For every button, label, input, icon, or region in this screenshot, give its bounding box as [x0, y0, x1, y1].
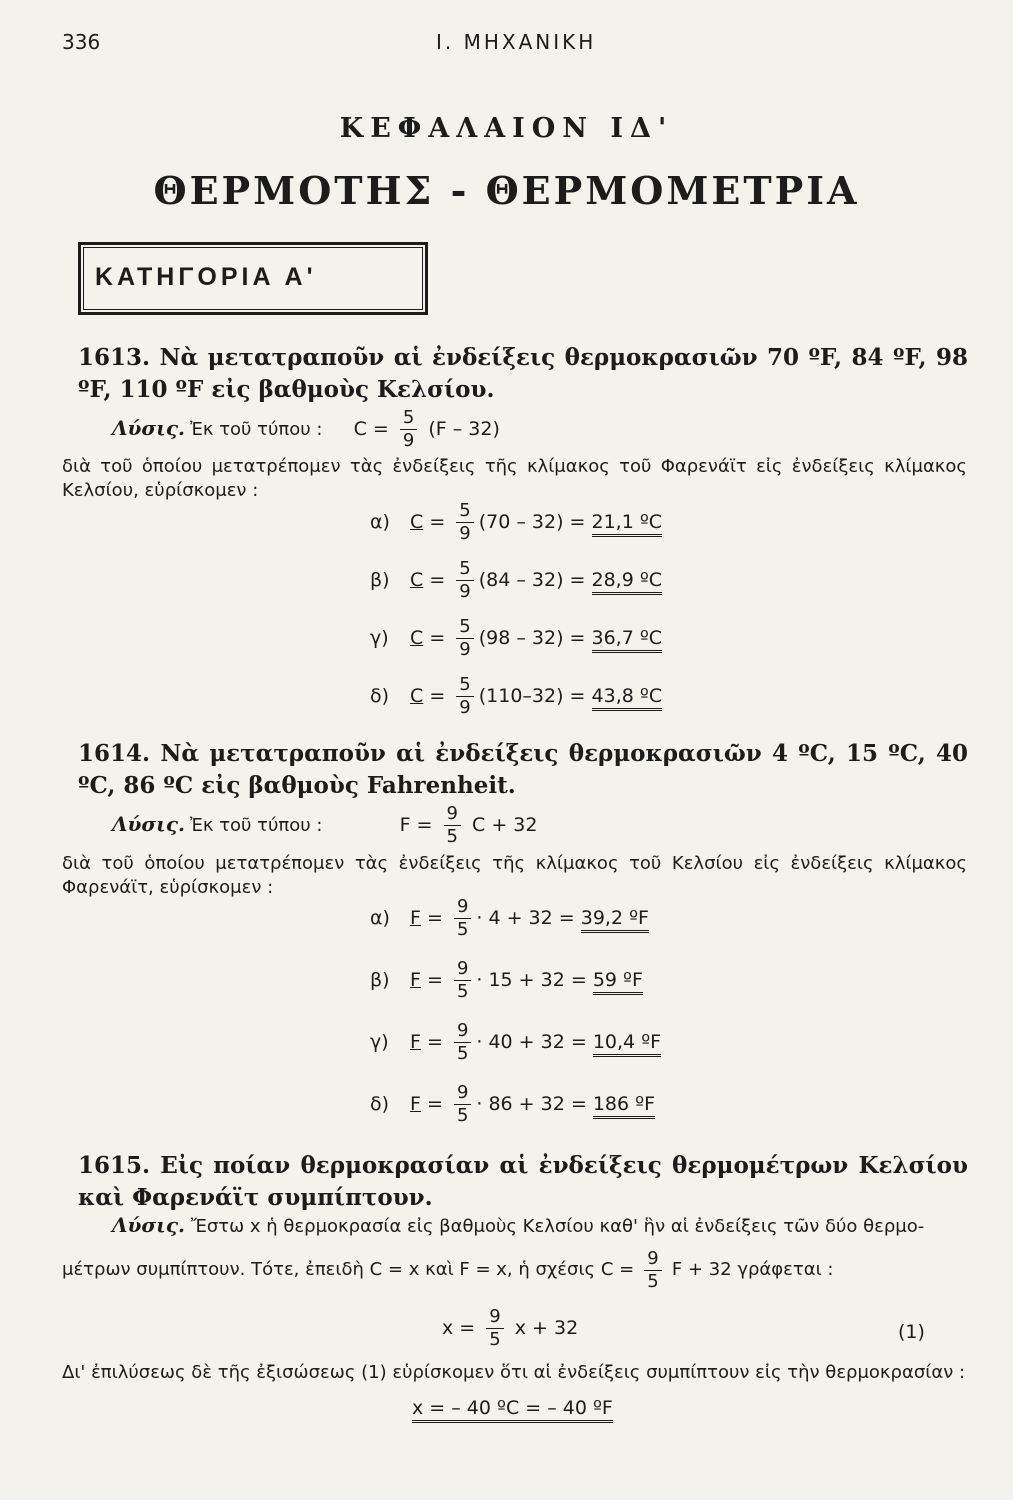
item-variable: F: [410, 1093, 421, 1115]
result-row: β) C = $\frac{5}{9}$ (84 – 32) = 28,9 ºC: [370, 558, 663, 602]
item-label: α): [370, 511, 390, 533]
item-fraction: $\frac{9}{5}$: [454, 1020, 471, 1065]
item-variable: C: [410, 569, 424, 591]
problem-1615-solution-line1: [112, 1213, 967, 1237]
item-expression: (70 – 32) =: [478, 511, 586, 533]
result-row: δ) C = $\frac{5}{9}$ (110–32) = 43,8 ºC: [370, 674, 663, 718]
problem-1613-explanation: διὰ τοῦ ὁποίου μετατρέπομεν τὰς ἐνδείξεις τῆς κλίμακος τοῦ Φαρενάϊτ εἰς ἐνδείξεις κλίμακος Κελσίου, εὑρίσκομεν :: [62, 456, 967, 501]
item-label: β): [370, 569, 390, 591]
problem-1614-formula: [112, 803, 537, 848]
solution-text-b: μέτρων συμπίπτουν. Τότε, ἐπειδὴ C = x καὶ F = x, ἡ σχέσις C =: [62, 1259, 635, 1280]
category-box: [78, 242, 428, 315]
problem-1613-statement: 1613. Νὰ μετατραποῦν αἱ ἐνδείξεις θερμοκρασιῶν 70 ºF, 84 ºF, 98 ºF, 110 ºF εἰς βαθμοὺς Κελσίου.: [78, 344, 968, 403]
item-result: 39,2 ºF: [581, 907, 649, 933]
item-expression: · 86 + 32 =: [476, 1093, 587, 1115]
equation-1: [442, 1306, 578, 1351]
equation-1-rhs: x + 32: [514, 1317, 579, 1339]
item-expression: · 4 + 32 =: [476, 907, 575, 929]
item-expression: (110–32) =: [478, 685, 586, 707]
item-expression: · 40 + 32 =: [476, 1031, 587, 1053]
solution-text-b-tail: F + 32 γράφεται :: [671, 1259, 834, 1280]
item-variable: F: [410, 907, 421, 929]
item-result: 28,9 ºC: [592, 569, 663, 595]
item-label: γ): [370, 627, 389, 649]
problem-1615-answer: [412, 1397, 613, 1419]
running-title: I. ΜΗΧΑΝΙΚΗ: [436, 30, 597, 54]
equation-1-number: (1): [898, 1321, 925, 1343]
item-label: δ): [370, 685, 390, 707]
problem-1613-formula: [112, 407, 500, 452]
result-row: α) F = $\frac{9}{5}$ · 4 + 32 = 39,2 ºF: [370, 896, 649, 940]
item-variable: C: [410, 627, 424, 649]
item-variable: F: [410, 969, 421, 991]
final-answer: x = – 40 ºC = – 40 ºF: [412, 1397, 613, 1423]
chapter-title: ΘΕΡΜΟΤΗΣ - ΘΕΡΜΟΜΕΤΡΙΑ: [153, 168, 860, 213]
formula-lhs: C =: [353, 418, 389, 440]
item-fraction: $\frac{5}{9}$: [456, 674, 473, 719]
item-result: 186 ºF: [593, 1093, 655, 1119]
solution-label: Λύσις.: [112, 1213, 185, 1237]
formula-lhs: F =: [399, 814, 433, 836]
formula-intro: Ἐκ τοῦ τύπου :: [190, 815, 323, 836]
equation-1-lhs: x =: [442, 1317, 476, 1339]
category-label: ΚΑΤΗΓΟΡΙΑ Α': [95, 263, 317, 291]
item-result: 10,4 ºF: [593, 1031, 661, 1057]
solution-label: Λύσις.: [112, 416, 185, 440]
item-variable: C: [410, 685, 424, 707]
item-fraction: $\frac{9}{5}$: [454, 896, 471, 941]
item-label: α): [370, 907, 390, 929]
chapter-label: ΚΕΦΑΛΑΙΟΝ ΙΔ': [339, 113, 674, 144]
item-variable: C: [410, 511, 424, 533]
item-label: δ): [370, 1093, 390, 1115]
item-fraction: $\frac{5}{9}$: [456, 616, 473, 661]
item-result: 21,1 ºC: [592, 511, 663, 537]
formula-rhs: (F – 32): [428, 418, 500, 440]
formula-fraction: $\frac{5}{9}$: [400, 407, 417, 452]
item-result: 59 ºF: [593, 969, 643, 995]
problem-1615-solution-line2: [62, 1248, 833, 1293]
problem-1615-conclusion: Δι' ἐπιλύσεως δὲ τῆς ἐξισώσεως (1) εὑρίσκομεν ὅτι αἱ ἐνδείξεις συμπίπτουν εἰς τὴν θερμοκρασίαν :: [62, 1362, 966, 1383]
item-result: 36,7 ºC: [592, 627, 663, 653]
item-expression: · 15 + 32 =: [476, 969, 587, 991]
relation-fraction: $\frac{9}{5}$: [644, 1248, 661, 1293]
item-result: 43,8 ºC: [592, 685, 663, 711]
solution-text-a: Ἔστω x ἡ θερμοκρασία εἰς βαθμοὺς Κελσίου καθ' ἣν αἱ ἐνδείξεις τῶν δύο θερμο-: [190, 1216, 925, 1237]
item-label: γ): [370, 1031, 389, 1053]
formula-fraction: $\frac{9}{5}$: [444, 803, 461, 848]
formula-rhs: C + 32: [472, 814, 538, 836]
result-row: γ) F = $\frac{9}{5}$ · 40 + 32 = 10,4 ºF: [370, 1020, 662, 1064]
result-row: β) F = $\frac{9}{5}$ · 15 + 32 = 59 ºF: [370, 958, 643, 1002]
item-variable: F: [410, 1031, 421, 1053]
solution-label: Λύσις.: [112, 812, 185, 836]
result-row: α) C = $\frac{5}{9}$ (70 – 32) = 21,1 ºC: [370, 500, 663, 544]
page-number: 336: [62, 30, 101, 54]
item-fraction: $\frac{5}{9}$: [456, 558, 473, 603]
problem-1614-statement: 1614. Νὰ μετατραποῦν αἱ ἐνδείξεις θερμοκρασιῶν 4 ºC, 15 ºC, 40 ºC, 86 ºC εἰς βαθμοὺς Fahrenheit.: [78, 740, 968, 799]
formula-intro: Ἐκ τοῦ τύπου :: [190, 419, 323, 440]
item-label: β): [370, 969, 390, 991]
item-fraction: $\frac{9}{5}$: [454, 1082, 471, 1127]
item-expression: (84 – 32) =: [478, 569, 586, 591]
item-fraction: $\frac{5}{9}$: [456, 500, 473, 545]
result-row: γ) C = $\frac{5}{9}$ (98 – 32) = 36,7 ºC: [370, 616, 663, 660]
item-expression: (98 – 32) =: [478, 627, 586, 649]
problem-1615-statement: 1615. Εἰς ποίαν θερμοκρασίαν αἱ ἐνδείξεις θερμομέτρων Κελσίου καὶ Φαρενάϊτ συμπίπτουν.: [78, 1152, 968, 1211]
result-row: δ) F = $\frac{9}{5}$ · 86 + 32 = 186 ºF: [370, 1082, 656, 1126]
item-fraction: $\frac{9}{5}$: [454, 958, 471, 1003]
problem-1614-explanation: διὰ τοῦ ὁποίου μετατρέπομεν τὰς ἐνδείξεις τῆς κλίμακος τοῦ Κελσίου εἰς ἐνδείξεις κλίμακος Φαρενάϊτ, εὑρίσκομεν :: [62, 853, 967, 898]
equation-1-fraction: $\frac{9}{5}$: [486, 1306, 503, 1351]
